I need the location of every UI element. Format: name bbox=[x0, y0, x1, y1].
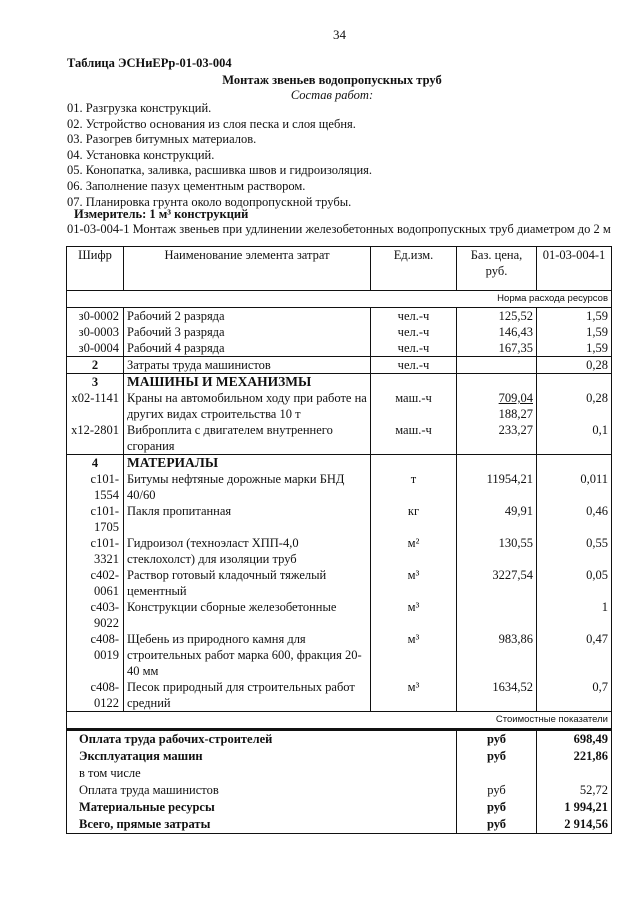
summary-unit: руб bbox=[457, 748, 537, 765]
row-code: с402-0061 bbox=[67, 567, 124, 599]
work-item: 03. Разогрев битумных материалов. bbox=[67, 132, 257, 147]
work-item: 05. Конопатка, заливка, расшивка швов и гидроизоляция. bbox=[67, 163, 373, 178]
page-number: 34 bbox=[333, 27, 346, 42]
section-title: МАШИНЫ И МЕХАНИЗМЫ bbox=[124, 374, 371, 391]
row-name: Щебень из природного камня для строительных работ марка 600, фракция 20-40 мм bbox=[124, 631, 371, 679]
summary-table bbox=[66, 729, 612, 834]
row-norm: 0,05 bbox=[537, 567, 612, 599]
summary-value bbox=[537, 765, 612, 782]
summary-value: 1 994,21 bbox=[537, 799, 612, 816]
table-row bbox=[67, 340, 612, 357]
summary-unit: руб bbox=[457, 799, 537, 816]
summary-row bbox=[67, 748, 612, 765]
summary-label: Оплата труда рабочих-строителей bbox=[67, 730, 457, 748]
work-item: 07. Планировка грунта около водопропускной трубы. bbox=[67, 194, 352, 209]
summary-row bbox=[67, 765, 612, 782]
row-price-secondary: 188,27 bbox=[498, 407, 533, 421]
row-name: Краны на автомобильном ходу при работе на других видах строительства 10 т bbox=[124, 390, 371, 422]
row-unit: т bbox=[371, 471, 457, 503]
row-unit: чел.-ч bbox=[371, 357, 457, 374]
row-price: 233,27 bbox=[457, 422, 537, 455]
row-unit: м³ bbox=[371, 679, 457, 712]
row-norm: 1 bbox=[537, 599, 612, 631]
row-name: Песок природный для строительных работ средний bbox=[124, 679, 371, 712]
row-norm: 0,55 bbox=[537, 535, 612, 567]
section-number: 3 bbox=[67, 374, 124, 391]
row-unit: чел.-ч bbox=[371, 308, 457, 325]
row-name: Рабочий 4 разряда bbox=[124, 340, 371, 357]
summary-row bbox=[67, 730, 612, 748]
row-norm: 1,59 bbox=[537, 324, 612, 340]
row-price: 1634,52 bbox=[457, 679, 537, 712]
row-norm: 1,59 bbox=[537, 308, 612, 325]
norm-label: Норма расхода ресурсов bbox=[67, 291, 612, 308]
summary-unit: руб bbox=[457, 730, 537, 748]
row-name: Гидроизол (техноэласт ХПП-4,0 стеклохолст) для изоляции труб bbox=[124, 535, 371, 567]
row-code: з0-0004 bbox=[67, 340, 124, 357]
work-item: 01. Разгрузка конструкций. bbox=[67, 101, 212, 115]
row-code: з0-0002 bbox=[67, 308, 124, 325]
section-number: 4 bbox=[67, 455, 124, 472]
summary-value: 698,49 bbox=[537, 730, 612, 748]
row-unit: м³ bbox=[371, 567, 457, 599]
table-row bbox=[67, 503, 612, 535]
summary-label: в том числе bbox=[67, 765, 457, 782]
row-price: 3227,54 bbox=[457, 567, 537, 599]
table-row bbox=[67, 308, 612, 325]
row-code: 2 bbox=[67, 357, 124, 374]
row-price bbox=[457, 390, 537, 422]
row-norm: 1,59 bbox=[537, 340, 612, 357]
header-norm: 01-03-004-1 bbox=[537, 247, 612, 291]
resource-table bbox=[66, 246, 611, 834]
row-name: Рабочий 2 разряда bbox=[124, 308, 371, 325]
measure-unit: Измеритель: 1 м³ конструкций bbox=[74, 207, 249, 221]
row-unit: чел.-ч bbox=[371, 324, 457, 340]
table-title: Таблица ЭСНиЕРр-01-03-004 bbox=[67, 56, 232, 70]
section-subtitle: Монтаж звеньев водопропускных труб bbox=[222, 73, 442, 87]
code-description: 01-03-004-1 Монтаж звеньев при удлинении железобетонных водопропускных труб диаметром до 2 м bbox=[67, 222, 611, 236]
row-norm: 0,28 bbox=[537, 357, 612, 374]
row-name: Виброплита с двигателем внутреннего сгорания bbox=[124, 422, 371, 455]
section-title: МАТЕРИАЛЫ bbox=[124, 455, 371, 472]
row-norm: 0,011 bbox=[537, 471, 612, 503]
summary-unit: руб bbox=[457, 782, 537, 799]
header-unit: Ед.изм. bbox=[371, 247, 457, 291]
summary-row bbox=[67, 799, 612, 816]
row-code: с408-0122 bbox=[67, 679, 124, 712]
row-code: х02-1141 bbox=[67, 390, 124, 422]
row-norm: 0,47 bbox=[537, 631, 612, 679]
summary-row bbox=[67, 816, 612, 834]
table-row bbox=[67, 631, 612, 679]
summary-unit: руб bbox=[457, 816, 537, 834]
row-code: с403-9022 bbox=[67, 599, 124, 631]
row-price bbox=[457, 599, 537, 631]
summary-unit bbox=[457, 765, 537, 782]
table-row bbox=[67, 567, 612, 599]
summary-label: Всего, прямые затраты bbox=[67, 816, 457, 834]
table-row bbox=[67, 679, 612, 712]
work-item: 02. Устройство основания из слоя песка и слоя щебня. bbox=[67, 116, 356, 131]
work-item: 04. Установка конструкций. bbox=[67, 147, 215, 162]
row-norm: 0,28 bbox=[537, 390, 612, 422]
row-price: 125,52 bbox=[457, 308, 537, 325]
row-code: с408-0019 bbox=[67, 631, 124, 679]
summary-label: Материальные ресурсы bbox=[67, 799, 457, 816]
row-name: Конструкции сборные железобетонные bbox=[124, 599, 371, 631]
header-code: Шифр bbox=[67, 247, 124, 291]
row-unit: чел.-ч bbox=[371, 340, 457, 357]
summary-row bbox=[67, 782, 612, 799]
row-code: с101-3321 bbox=[67, 535, 124, 567]
row-price: 146,43 bbox=[457, 324, 537, 340]
row-price: 49,91 bbox=[457, 503, 537, 535]
summary-value: 221,86 bbox=[537, 748, 612, 765]
row-unit: м³ bbox=[371, 599, 457, 631]
row-name: Затраты труда машинистов bbox=[124, 357, 371, 374]
row-norm: 0,46 bbox=[537, 503, 612, 535]
table-row bbox=[67, 535, 612, 567]
row-norm: 0,7 bbox=[537, 679, 612, 712]
header-price: Баз. цена, руб. bbox=[457, 247, 537, 291]
row-code: с101-1554 bbox=[67, 471, 124, 503]
row-name: Пакля пропитанная bbox=[124, 503, 371, 535]
table-row bbox=[67, 390, 612, 422]
row-price: 167,35 bbox=[457, 340, 537, 357]
composition-heading: Состав работ: bbox=[290, 88, 374, 102]
summary-value: 52,72 bbox=[537, 782, 612, 799]
row-name: Рабочий 3 разряда bbox=[124, 324, 371, 340]
row-name: Раствор готовый кладочный тяжелый цементный bbox=[124, 567, 371, 599]
header-name: Наименование элемента затрат bbox=[124, 247, 371, 291]
section-row bbox=[67, 455, 612, 472]
row-code: с101-1705 bbox=[67, 503, 124, 535]
row-norm: 0,1 bbox=[537, 422, 612, 455]
table-row bbox=[67, 324, 612, 340]
summary-label: Эксплуатация машин bbox=[67, 748, 457, 765]
row-price bbox=[457, 357, 537, 374]
row-unit: м³ bbox=[371, 631, 457, 679]
table-row bbox=[67, 599, 612, 631]
works-list bbox=[67, 101, 607, 210]
row-code: х12-2801 bbox=[67, 422, 124, 455]
row-price: 130,55 bbox=[457, 535, 537, 567]
table-row bbox=[67, 422, 612, 455]
row-price-main: 709,04 bbox=[498, 391, 533, 405]
summary-label: Оплата труда машинистов bbox=[67, 782, 457, 799]
row-name: Битумы нефтяные дорожные марки БНД 40/60 bbox=[124, 471, 371, 503]
table-row bbox=[67, 357, 612, 374]
summary-value: 2 914,56 bbox=[537, 816, 612, 834]
work-item: 06. Заполнение пазух цементным раствором. bbox=[67, 178, 306, 193]
row-unit: кг bbox=[371, 503, 457, 535]
table-row bbox=[67, 471, 612, 503]
cost-label: Стоимостные показатели bbox=[67, 712, 612, 729]
row-unit: маш.-ч bbox=[371, 390, 457, 422]
row-price: 11954,21 bbox=[457, 471, 537, 503]
row-code: з0-0003 bbox=[67, 324, 124, 340]
section-row bbox=[67, 374, 612, 391]
row-unit: маш.-ч bbox=[371, 422, 457, 455]
row-unit: м² bbox=[371, 535, 457, 567]
row-price: 983,86 bbox=[457, 631, 537, 679]
